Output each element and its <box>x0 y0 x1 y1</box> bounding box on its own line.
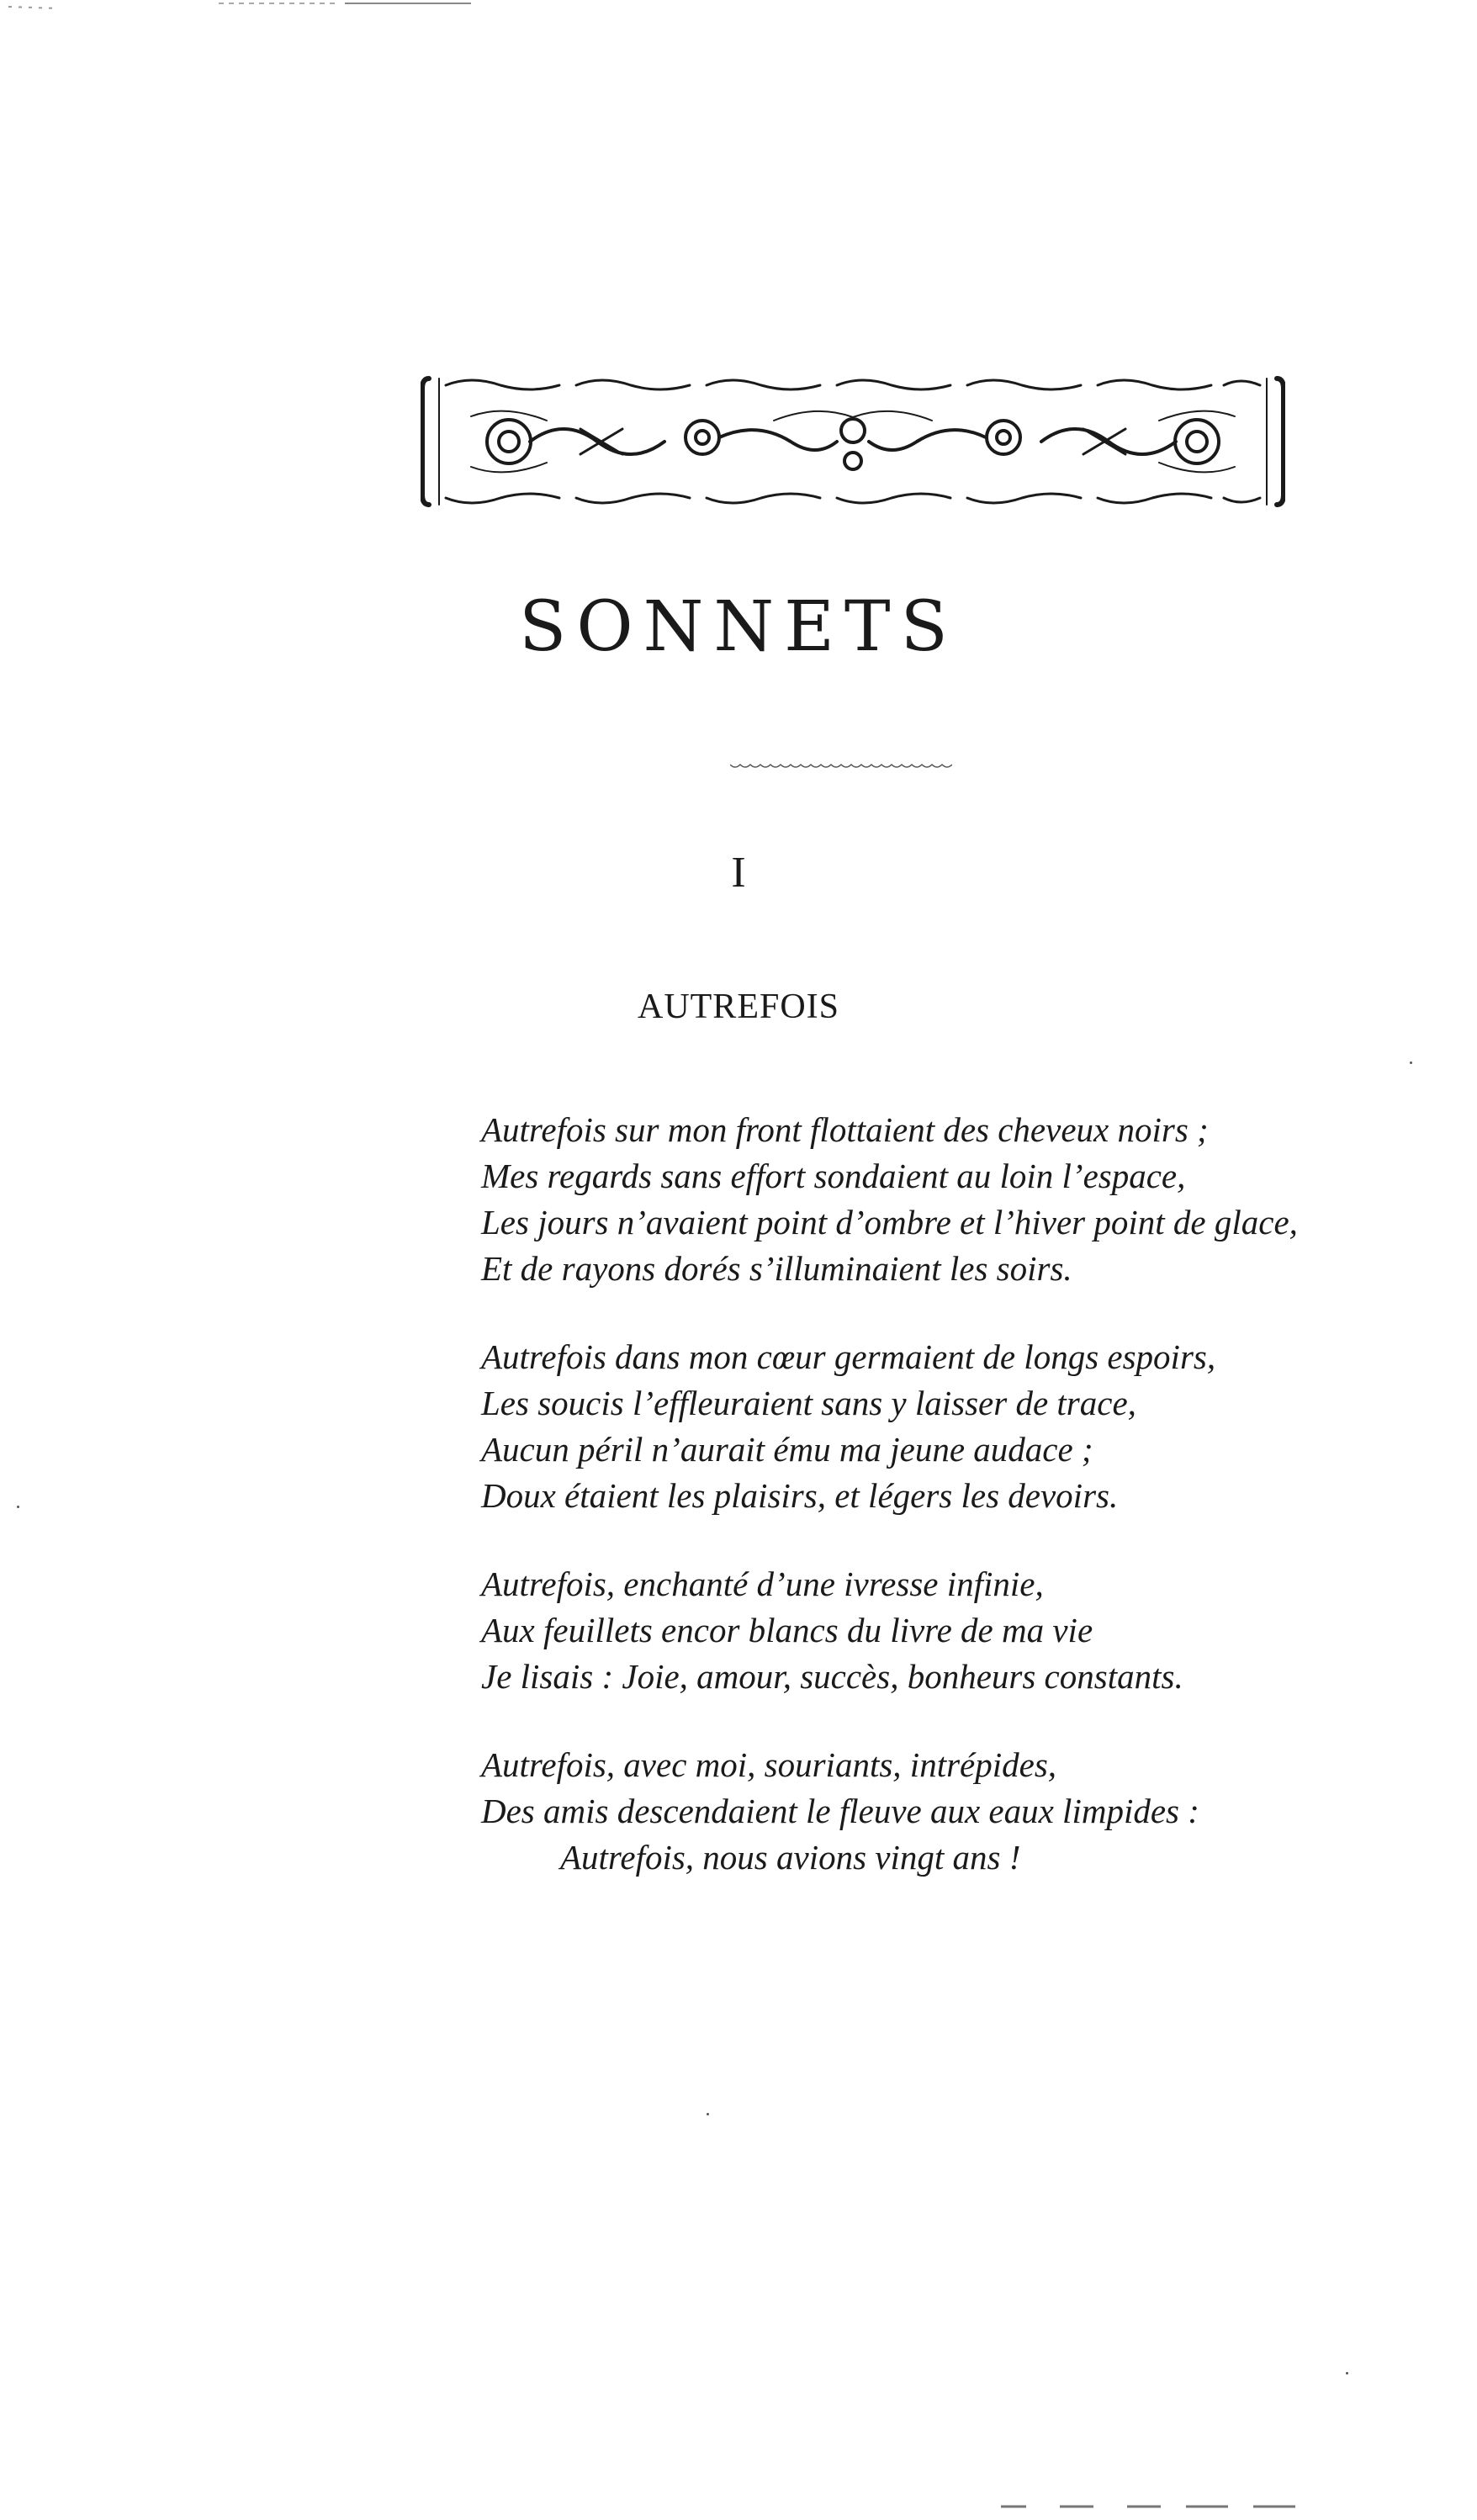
verse-line: Doux étaient les plaisirs, et légers les devoirs. <box>481 1476 1119 1515</box>
stanza-4 <box>481 1742 1322 1881</box>
decorative-rule <box>730 759 952 770</box>
scan-speck <box>707 2113 709 2115</box>
poem-title: AUTREFOIS <box>637 987 840 1026</box>
verse-line: Et de rayons dorés s’illuminaient les soirs. <box>481 1249 1072 1288</box>
stanza-3 <box>481 1561 1322 1700</box>
verse-line: Autrefois, avec moi, souriants, intrépides, <box>481 1745 1057 1784</box>
verse-line-indented: Autrefois, nous avions vingt ans ! <box>560 1838 1021 1877</box>
section-title: SONNETS <box>519 587 958 667</box>
poem-body <box>481 1107 1322 1923</box>
verse-line: Autrefois, enchanté d’une ivresse infinie, <box>481 1564 1044 1603</box>
ornamental-headpiece <box>421 370 1285 513</box>
verse-line: Les soucis l’effleuraient sans y laisser de trace, <box>481 1384 1136 1422</box>
scan-speck <box>1346 2372 1348 2374</box>
verse-line: Aucun péril n’aurait ému ma jeune audace ; <box>481 1430 1093 1469</box>
verse-line: Mes regards sans effort sondaient au loin l’espace, <box>481 1157 1186 1195</box>
stanza-1 <box>481 1107 1322 1292</box>
poem-number: I <box>731 849 746 897</box>
stanza-2 <box>481 1334 1322 1519</box>
scan-marks-top <box>0 0 488 17</box>
verse-line: Les jours n’avaient point d’ombre et l’hiver point de glace, <box>481 1203 1298 1241</box>
verse-line: Autrefois sur mon front flottaient des cheveux noirs ; <box>481 1110 1209 1149</box>
scan-speck <box>1410 1061 1412 1064</box>
scan-speck <box>17 1506 19 1508</box>
verse-line: Je lisais : Joie, amour, succès, bonheurs constants. <box>481 1657 1183 1696</box>
verse-line: Autrefois dans mon cœur germaient de longs espoirs, <box>481 1337 1216 1376</box>
verse-line: Des amis descendaient le fleuve aux eaux limpides : <box>481 1792 1199 1830</box>
verse-line: Aux feuillets encor blancs du livre de ma vie <box>481 1611 1093 1649</box>
scan-marks-bottom <box>967 2498 1304 2515</box>
